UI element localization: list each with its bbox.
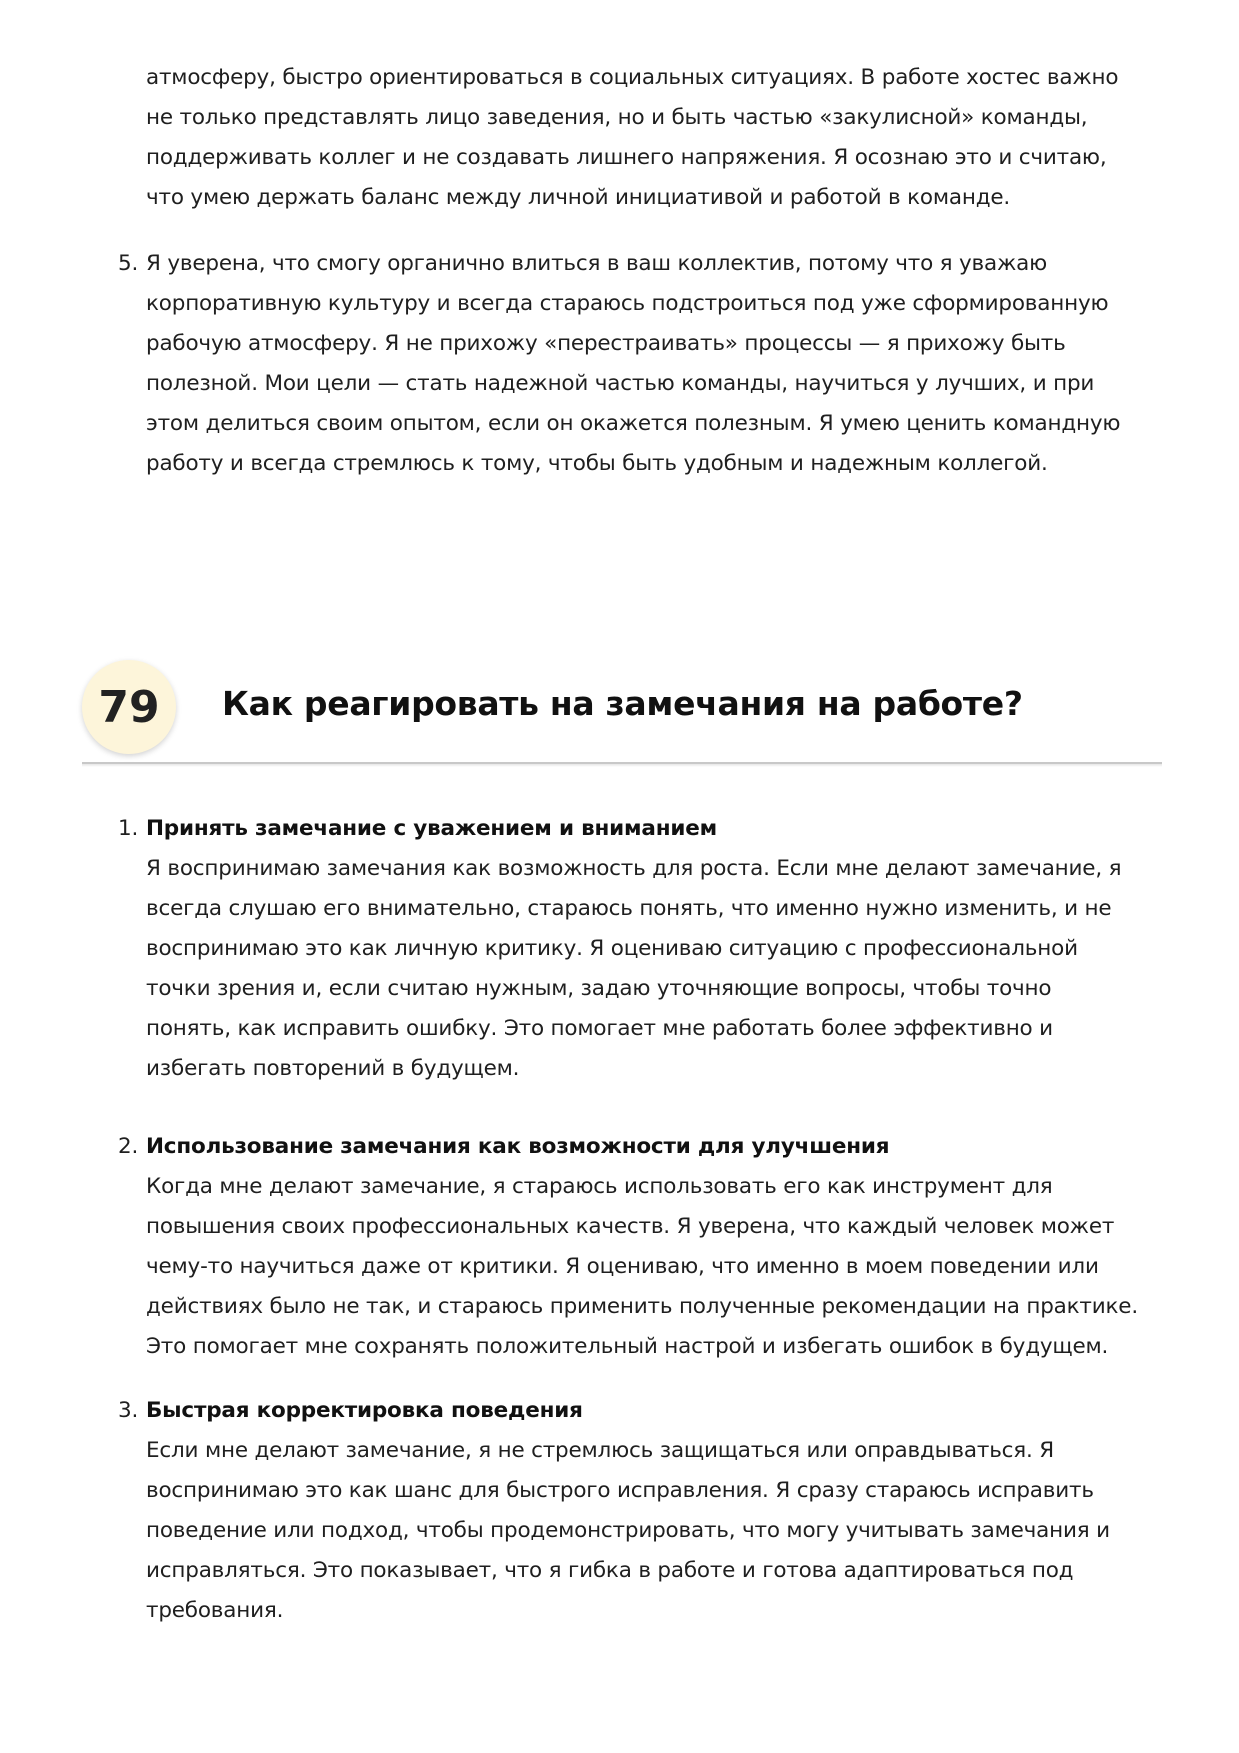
list-item-2 bbox=[118, 1127, 1156, 1367]
text-line: исправляться. Это показывает, что я гибка в работе и готова адаптироваться под bbox=[146, 1558, 1074, 1583]
list-item-title: Принять замечание с уважением и вниманием bbox=[146, 816, 717, 841]
section-header bbox=[82, 660, 1162, 766]
text-line: воспринимаю это как личную критику. Я оцениваю ситуацию с профессиональной bbox=[146, 936, 1078, 961]
text-line: работу и всегда стремлюсь к тому, чтобы быть удобным и надежным коллегой. bbox=[146, 451, 1048, 476]
text-line: требования. bbox=[146, 1598, 284, 1623]
text-line: атмосферу, быстро ориентироваться в социальных ситуациях. В работе хостес важно bbox=[146, 65, 1119, 90]
text-line: всегда слушаю его внимательно, стараюсь понять, что именно нужно изменить, и не bbox=[146, 896, 1112, 921]
text-line: рабочую атмосферу. Я не прихожу «перестраивать» процессы — я прихожу быть bbox=[146, 331, 1066, 356]
list-item-3 bbox=[118, 1391, 1156, 1631]
text-line: поведение или подход, чтобы продемонстрировать, что могу учитывать замечания и bbox=[146, 1518, 1110, 1543]
text-line: этом делиться своим опытом, если он окажется полезным. Я умею ценить командную bbox=[146, 411, 1121, 436]
text-line: поддерживать коллег и не создавать лишнего напряжения. Я осознаю это и считаю, bbox=[146, 145, 1107, 170]
list-item-title: Быстрая корректировка поведения bbox=[146, 1398, 583, 1423]
text-line: Я воспринимаю замечания как возможность для роста. Если мне делают замечание, я bbox=[146, 856, 1122, 881]
text-line: чему-то научиться даже от критики. Я оцениваю, что именно в моем поведении или bbox=[146, 1254, 1099, 1279]
text-line: Если мне делают замечание, я не стремлюсь защищаться или оправдываться. Я bbox=[146, 1438, 1055, 1463]
section-title: Как реагировать на замечания на работе? bbox=[222, 684, 1023, 723]
text-line: воспринимаю это как шанс для быстрого исправления. Я сразу стараюсь исправить bbox=[146, 1478, 1094, 1503]
text-line: понять, как исправить ошибку. Это помогает мне работать более эффективно и bbox=[146, 1016, 1053, 1041]
text-line: корпоративную культуру и всегда стараюсь подстроиться под уже сформированную bbox=[146, 291, 1109, 316]
list-item-number: 3. bbox=[118, 1398, 139, 1423]
text-line: повышения своих профессиональных качеств. Я уверена, что каждый человек может bbox=[146, 1214, 1115, 1239]
text-line: что умею держать баланс между личной инициативой и работой в команде. bbox=[146, 185, 1011, 210]
text-line: точки зрения и, если считаю нужным, задаю уточняющие вопросы, чтобы точно bbox=[146, 976, 1052, 1001]
text-line: не только представлять лицо заведения, но и быть частью «закулисной» команды, bbox=[146, 105, 1088, 130]
list-item-number: 2. bbox=[118, 1134, 139, 1159]
section-number-badge: 79 bbox=[82, 660, 176, 754]
list-item-number: 5. bbox=[118, 251, 139, 276]
text-line: Я уверена, что смогу органично влиться в ваш коллектив, потому что я уважаю bbox=[146, 251, 1048, 276]
list-item-title: Использование замечания как возможности для улучшения bbox=[146, 1134, 890, 1159]
list-item-1 bbox=[118, 809, 1156, 1089]
list-item-5 bbox=[118, 244, 1156, 484]
intro-paragraph bbox=[146, 58, 1156, 218]
section-divider-shadow bbox=[82, 764, 1162, 767]
text-line: Это помогает мне сохранять положительный настрой и избегать ошибок в будущем. bbox=[146, 1334, 1109, 1359]
text-line: действиях было не так, и стараюсь применить полученные рекомендации на практике. bbox=[146, 1294, 1138, 1319]
text-line: избегать повторений в будущем. bbox=[146, 1056, 520, 1081]
text-line: Когда мне делают замечание, я стараюсь использовать его как инструмент для bbox=[146, 1174, 1053, 1199]
text-line: полезной. Мои цели — стать надежной частью команды, научиться у лучших, и при bbox=[146, 371, 1095, 396]
list-item-number: 1. bbox=[118, 816, 139, 841]
